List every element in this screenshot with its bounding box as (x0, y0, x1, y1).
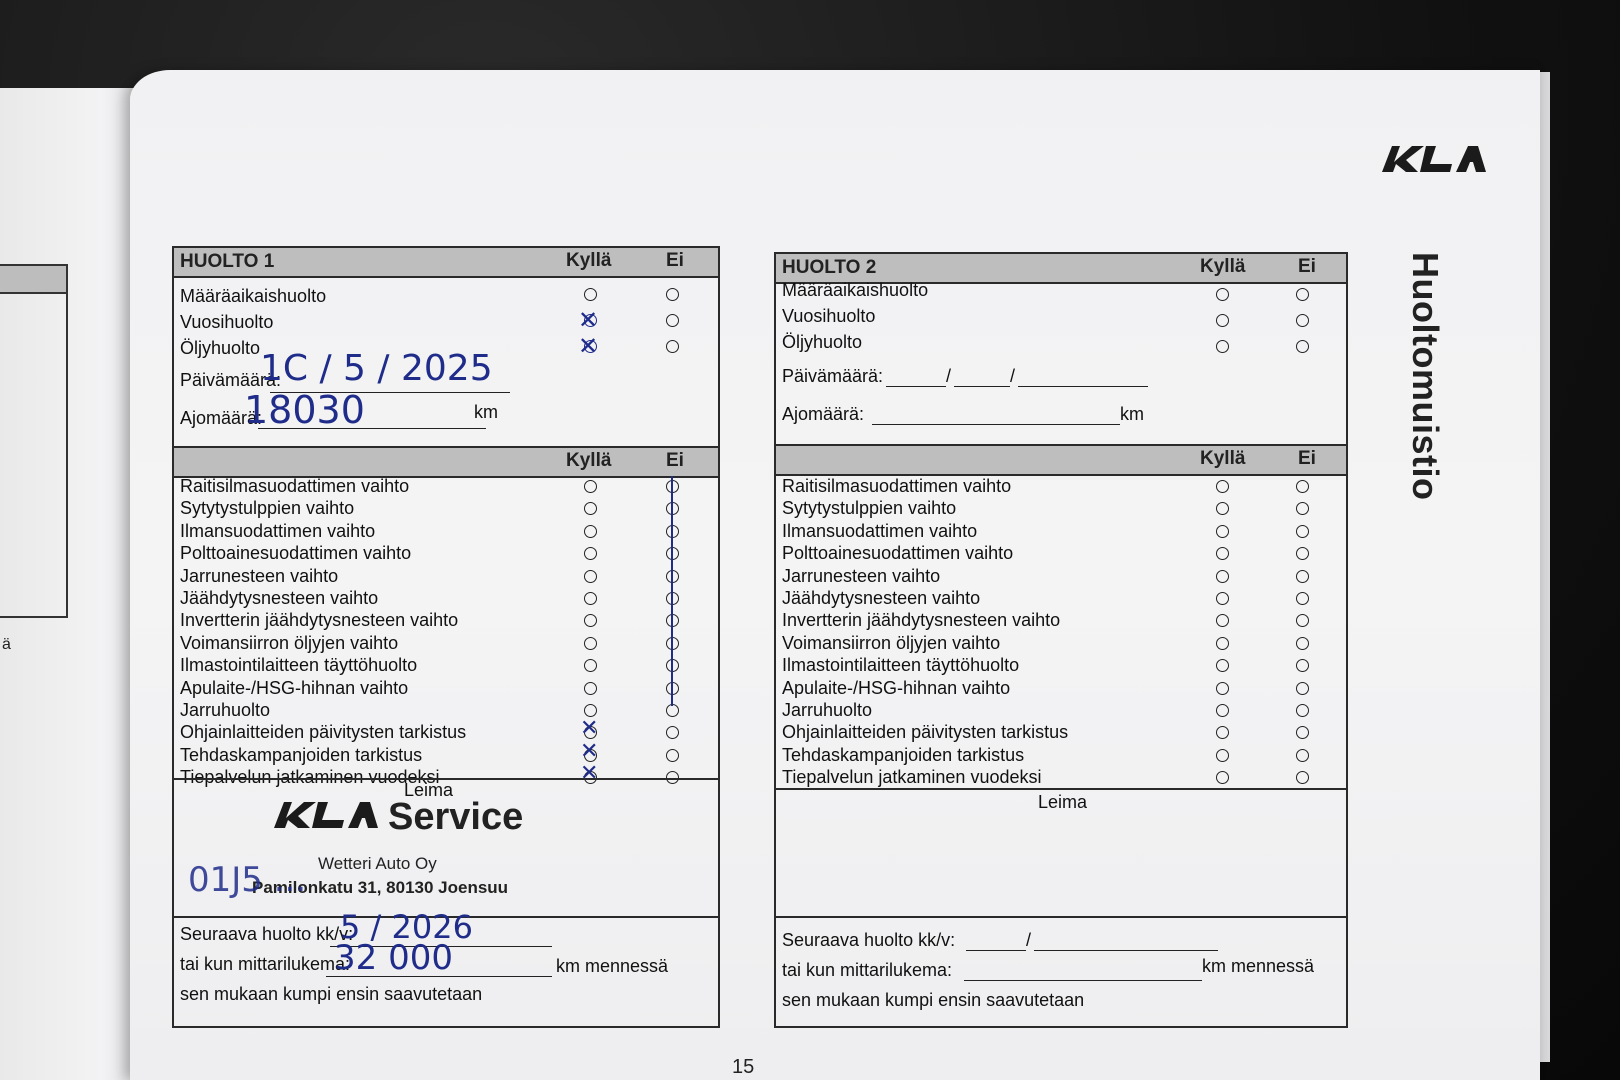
checkbox-yes[interactable] (1216, 592, 1229, 605)
checkbox-no[interactable] (1296, 547, 1309, 560)
checkbox-no[interactable] (1296, 726, 1309, 739)
side-title: Huoltomuistio (1405, 252, 1446, 501)
task-label: Invertterin jäähdytysnesteen vaihto (180, 610, 459, 631)
task-label: Tiepalvelun jatkaminen vuodeksi (180, 767, 440, 788)
tasks-header (776, 446, 1346, 476)
km-unit: km (474, 402, 498, 422)
stamp-label: Leima (404, 780, 454, 800)
checkbox-no[interactable] (666, 314, 679, 327)
task-label: Raitisilmasuodattimen vaihto (782, 476, 1012, 496)
date-label: Päivämäärä: (180, 370, 282, 390)
checkbox-yes[interactable] (584, 704, 597, 717)
checkbox-yes[interactable] (1216, 704, 1229, 717)
checkbox-no[interactable] (1296, 570, 1309, 583)
next-service-line-year (1034, 950, 1218, 951)
card2-title: HUOLTO 2 (782, 257, 877, 278)
handwritten-mileage: 18030 (244, 388, 365, 432)
kia-logo-icon (268, 798, 382, 832)
kia-logo-icon (1378, 142, 1488, 176)
mileage-limit-label: tai kun mittarilukema: (180, 954, 351, 974)
left-page-fragment-text: ä (2, 636, 11, 653)
checkbox-yes[interactable] (1216, 637, 1229, 650)
checkbox-yes[interactable] (584, 525, 597, 538)
checkbox-yes[interactable] (1216, 340, 1229, 353)
task-label: Apulaite-/HSG-hihnan vaihto (782, 677, 1011, 698)
task-label: Polttoainesuodattimen vaihto (782, 543, 1014, 564)
handwritten-check-mark: ✕ (578, 306, 599, 334)
checkbox-yes[interactable] (584, 659, 597, 672)
checkbox-yes[interactable] (584, 637, 597, 650)
checkbox-yes[interactable] (1216, 682, 1229, 695)
checkbox-yes[interactable] (584, 288, 597, 301)
checkbox-no[interactable] (1296, 525, 1309, 538)
checkbox-no[interactable] (1296, 637, 1309, 650)
mileage-limit-label: tai kun mittarilukema: (782, 960, 953, 980)
service-type-1: Vuosihuolto (782, 306, 876, 326)
tasks-header (174, 448, 718, 478)
handwritten-check-mark: ✕ (580, 716, 599, 742)
next-service-label: Seuraava huolto kk/v: (180, 924, 354, 944)
whichever-text: sen mukaan kumpi ensin saavutetaan (782, 990, 1085, 1010)
checkbox-yes[interactable] (584, 570, 597, 583)
checkbox-no[interactable] (1296, 592, 1309, 605)
checkbox-no[interactable] (666, 749, 679, 762)
checkbox-no[interactable] (1296, 288, 1309, 301)
card1-header (174, 248, 718, 278)
checkbox-yes[interactable] (584, 480, 597, 493)
no-column-label: Ei (666, 250, 684, 271)
checkbox-yes[interactable] (1216, 614, 1229, 627)
task-label: Tehdaskampanjoiden tarkistus (180, 744, 423, 765)
date-line-year (1018, 386, 1148, 387)
stamp-address: Pamilonkatu 31, 80130 Joensuu (252, 878, 509, 897)
mileage-limit-line (964, 980, 1202, 981)
stamp-company: Wetteri Auto Oy (318, 854, 437, 873)
km-after-label: km mennessä (1202, 956, 1315, 976)
checkbox-no[interactable] (1296, 480, 1309, 493)
task-label: Polttoainesuodattimen vaihto (180, 543, 412, 564)
checkbox-yes[interactable] (1216, 480, 1229, 493)
service-type-0: Määräaikaishuolto (180, 286, 327, 306)
handwritten-date: 1C / 5 / 2025 (260, 348, 493, 389)
task-label: Voimansiirron öljyjen vaihto (782, 632, 1001, 653)
task-label: Raitisilmasuodattimen vaihto (180, 476, 410, 496)
date-line-month (954, 386, 1010, 387)
task-label: Jäähdytysnesteen vaihto (782, 588, 981, 608)
checkbox-yes[interactable] (584, 502, 597, 515)
task-label: Ohjainlaitteiden päivitysten tarkistus (782, 722, 1069, 743)
km-unit: km (1120, 404, 1144, 424)
checkbox-yes[interactable] (1216, 547, 1229, 560)
next-service-separator: / (1026, 930, 1032, 950)
service-card-1 (172, 246, 720, 1028)
divider (776, 788, 1346, 790)
service-type-0: Määräaikaishuolto (782, 280, 929, 300)
km-after-label: km mennessä (556, 956, 669, 976)
checkbox-yes[interactable] (584, 592, 597, 605)
checkbox-yes[interactable] (1216, 525, 1229, 538)
handwritten-line-through-no (671, 476, 673, 706)
checkbox-yes[interactable] (1216, 749, 1229, 762)
left-page-table-fragment (0, 264, 68, 618)
task-label: Jäähdytysnesteen vaihto (180, 588, 379, 608)
task-label: Jarrunesteen vaihto (180, 565, 339, 586)
left-page (0, 88, 145, 1080)
service-type-2: Öljyhuolto (782, 332, 863, 352)
handwritten-check-mark: ✕ (580, 761, 599, 787)
task-label: Ilmansuodattimen vaihto (180, 520, 376, 541)
checkbox-yes[interactable] (1216, 659, 1229, 672)
date-separator: / (946, 366, 952, 386)
checkbox-no[interactable] (1296, 682, 1309, 695)
service-card-2 (774, 252, 1348, 1028)
checkbox-no[interactable] (666, 288, 679, 301)
task-label: Jarruhuolto (782, 700, 873, 720)
yes-column-label: Kyllä (566, 450, 612, 471)
task-label: Sytytystulppien vaihto (782, 498, 957, 519)
checkbox-no[interactable] (1296, 749, 1309, 762)
task-label: Ilmansuodattimen vaihto (782, 520, 978, 541)
service-type-1: Vuosihuolto (180, 312, 274, 332)
checkbox-no[interactable] (666, 726, 679, 739)
handwritten-mileage-limit: 32 000 (334, 938, 453, 978)
no-column-label: Ei (1298, 256, 1316, 277)
task-label: Ilmastointilaitteen täyttöhuolto (782, 655, 1020, 676)
divider (776, 916, 1346, 918)
checkbox-no[interactable] (1296, 704, 1309, 717)
handwritten-signature: 01J5 ... (188, 860, 307, 900)
checkbox-yes[interactable] (1216, 570, 1229, 583)
task-label: Apulaite-/HSG-hihnan vaihto (180, 677, 409, 698)
yes-column-label: Kyllä (566, 250, 612, 271)
handwritten-check-mark: ✕ (580, 738, 599, 764)
checkbox-yes[interactable] (1216, 314, 1229, 327)
date-label: Päivämäärä: (782, 366, 884, 386)
checkbox-yes[interactable] (584, 547, 597, 560)
task-label: Sytytystulppien vaihto (180, 498, 355, 519)
no-column-label: Ei (666, 450, 684, 471)
yes-column-label: Kyllä (1200, 256, 1246, 277)
checkbox-yes[interactable] (1216, 771, 1229, 784)
whichever-text: sen mukaan kumpi ensin saavutetaan (180, 984, 483, 1004)
handwritten-check-mark: ✕ (578, 332, 599, 360)
yes-column-label: Kyllä (1200, 448, 1246, 469)
no-column-label: Ei (1298, 448, 1316, 469)
checkbox-no[interactable] (1296, 659, 1309, 672)
task-label: Ohjainlaitteiden päivitysten tarkistus (180, 722, 467, 743)
checkbox-no[interactable] (1296, 340, 1309, 353)
stamp-service: Service (388, 796, 524, 838)
fragment-header (0, 266, 66, 294)
checkbox-yes[interactable] (584, 682, 597, 695)
mileage-line (872, 424, 1120, 425)
task-label: Jarrunesteen vaihto (782, 565, 941, 586)
task-label: Tiepalvelun jatkaminen vuodeksi (782, 767, 1042, 788)
next-service-label: Seuraava huolto kk/v: (782, 930, 956, 950)
task-label: Jarruhuolto (180, 700, 271, 720)
task-label: Voimansiirron öljyjen vaihto (180, 632, 399, 653)
checkbox-no[interactable] (1296, 502, 1309, 515)
service-type-2: Öljyhuolto (180, 338, 261, 358)
checkbox-yes[interactable] (1216, 502, 1229, 515)
handwritten-next-service: 5 / 2026 (340, 908, 473, 946)
checkbox-no[interactable] (666, 340, 679, 353)
checkbox-no[interactable] (1296, 614, 1309, 627)
checkbox-yes[interactable] (584, 614, 597, 627)
stamp-label: Leima (1038, 792, 1088, 812)
mileage-label: Ajomäärä: (180, 408, 263, 428)
date-line-day (886, 386, 946, 387)
date-separator: / (1010, 366, 1016, 386)
checkbox-no[interactable] (1296, 314, 1309, 327)
checkbox-yes[interactable] (1216, 288, 1229, 301)
card1-title: HUOLTO 1 (180, 251, 275, 272)
next-service-line-month (966, 950, 1026, 951)
checkbox-yes[interactable] (1216, 726, 1229, 739)
task-label: Invertterin jäähdytysnesteen vaihto (782, 610, 1061, 631)
task-label: Ilmastointilaitteen täyttöhuolto (180, 655, 418, 676)
task-label: Tehdaskampanjoiden tarkistus (782, 744, 1025, 765)
mileage-label: Ajomäärä: (782, 404, 865, 424)
page-number: 15 (732, 1056, 755, 1078)
checkbox-no[interactable] (1296, 771, 1309, 784)
